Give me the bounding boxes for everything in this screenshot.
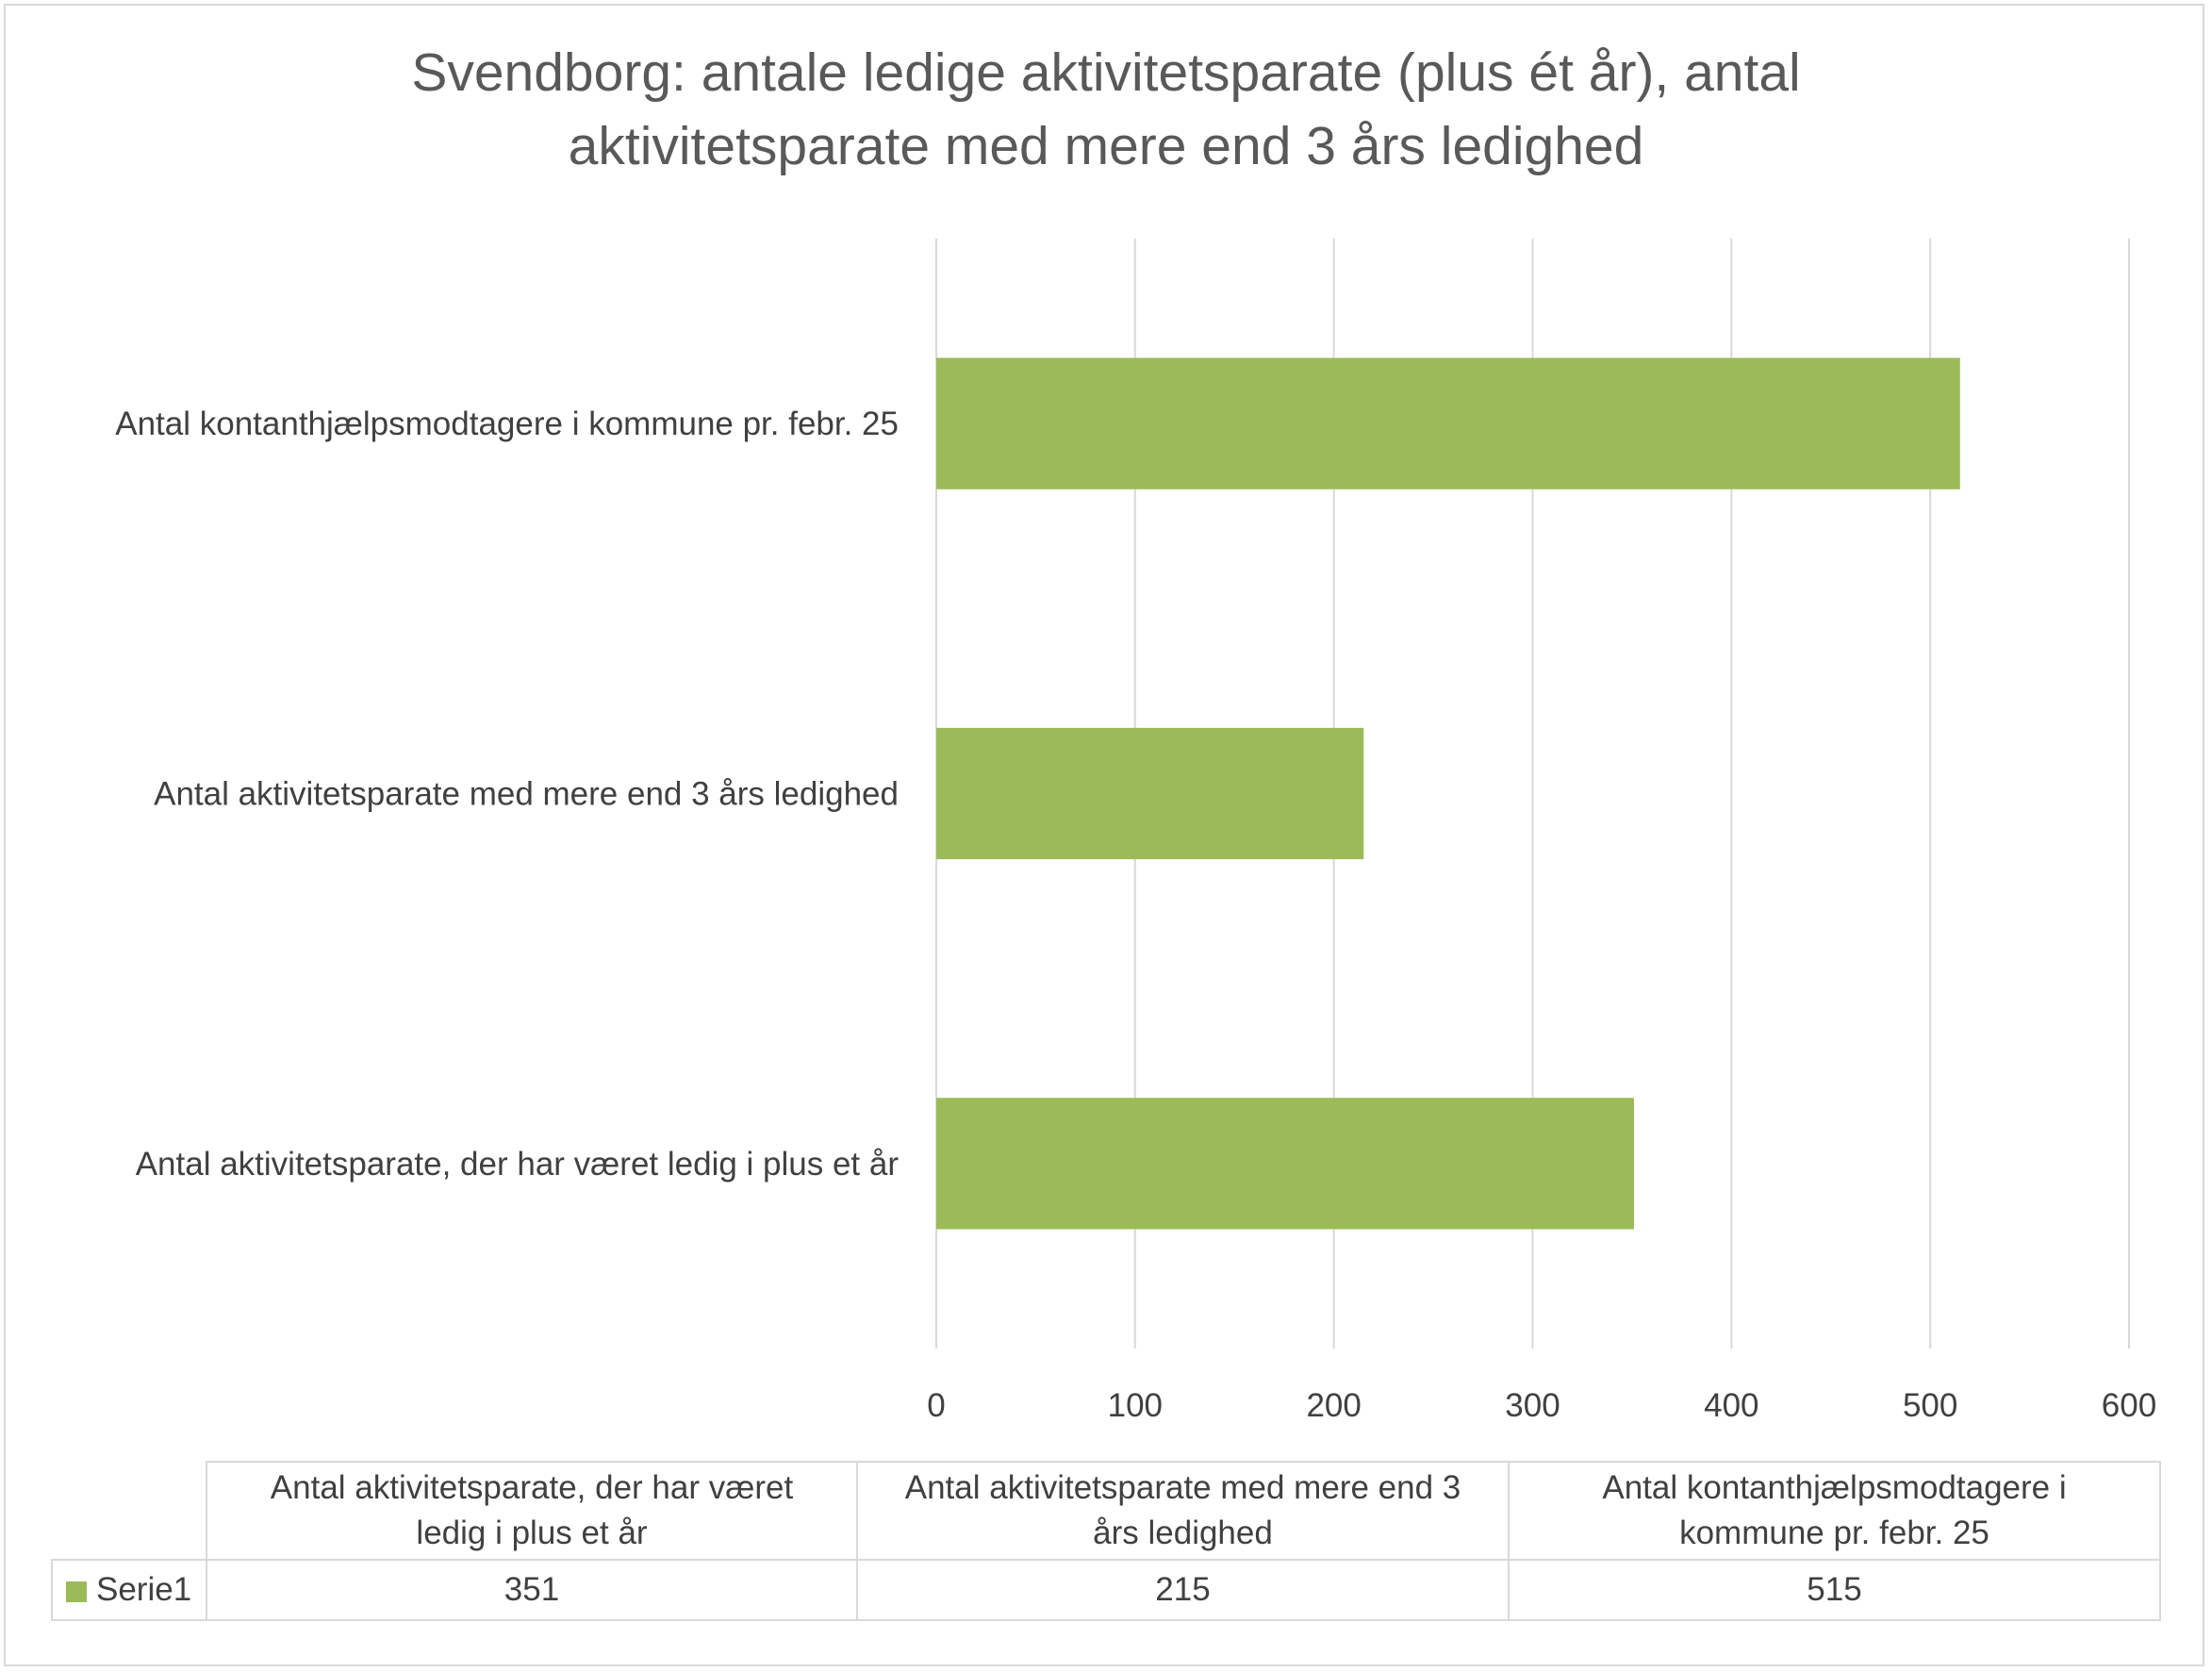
data-table-header-3 <box>1509 1462 2160 1560</box>
data-table-header-2 <box>857 1462 1509 1560</box>
data-table-value-1: 351 <box>206 1560 857 1620</box>
data-table-header-1 <box>206 1462 857 1560</box>
data-table-header-2-line-1: Antal aktivitetsparate med mere end 3 <box>904 1469 1461 1506</box>
bar-3 <box>936 358 1960 489</box>
data-table-value-3: 515 <box>1509 1560 2160 1620</box>
bar-1 <box>936 1098 1634 1229</box>
category-label-1: Antal aktivitetsparate, der har været ledig i plus et år <box>135 1145 899 1183</box>
data-table-header-2-line-2: års ledighed <box>1093 1515 1273 1551</box>
data-table-header-1-line-1: Antal aktivitetsparate, der har været <box>270 1469 794 1506</box>
data-table-legend-cell <box>52 1560 206 1620</box>
data-table <box>51 1461 2161 1621</box>
data-table-header-3-line-2: kommune pr. febr. 25 <box>1679 1515 1989 1551</box>
data-table-header-1-line-2: ledig i plus et år <box>416 1515 648 1551</box>
x-tick-label-100: 100 <box>1107 1387 1164 1424</box>
data-table-header-row <box>52 1462 2160 1560</box>
x-tick-label-600: 600 <box>2101 1387 2157 1424</box>
category-label-2: Antal aktivitetsparate med mere end 3 års ledighed <box>154 775 899 813</box>
data-table-value-2: 215 <box>857 1560 1509 1620</box>
data-table-corner <box>52 1462 206 1560</box>
chart-title-line-1: Svendborg: antale ledige aktivitetsparate (plus ét år), antal <box>411 42 1801 103</box>
legend-series-name: Serie1 <box>96 1571 192 1608</box>
data-table-series-row <box>52 1560 2160 1620</box>
category-label-3: Antal kontanthjælpsmodtagere i kommune pr. febr. 25 <box>115 406 899 443</box>
chart-title-line-2: aktivitetsparate med mere end 3 års ledighed <box>568 116 1644 176</box>
x-tick-label-500: 500 <box>1902 1387 1958 1424</box>
bar-2 <box>936 728 1363 859</box>
x-tick-label-0: 0 <box>927 1387 946 1424</box>
x-tick-label-200: 200 <box>1306 1387 1362 1424</box>
legend-swatch-icon <box>66 1581 87 1602</box>
x-tick-label-300: 300 <box>1505 1387 1560 1424</box>
x-tick-label-400: 400 <box>1704 1387 1759 1424</box>
data-table-header-3-line-1: Antal kontanthjælpsmodtagere i <box>1602 1469 2067 1506</box>
